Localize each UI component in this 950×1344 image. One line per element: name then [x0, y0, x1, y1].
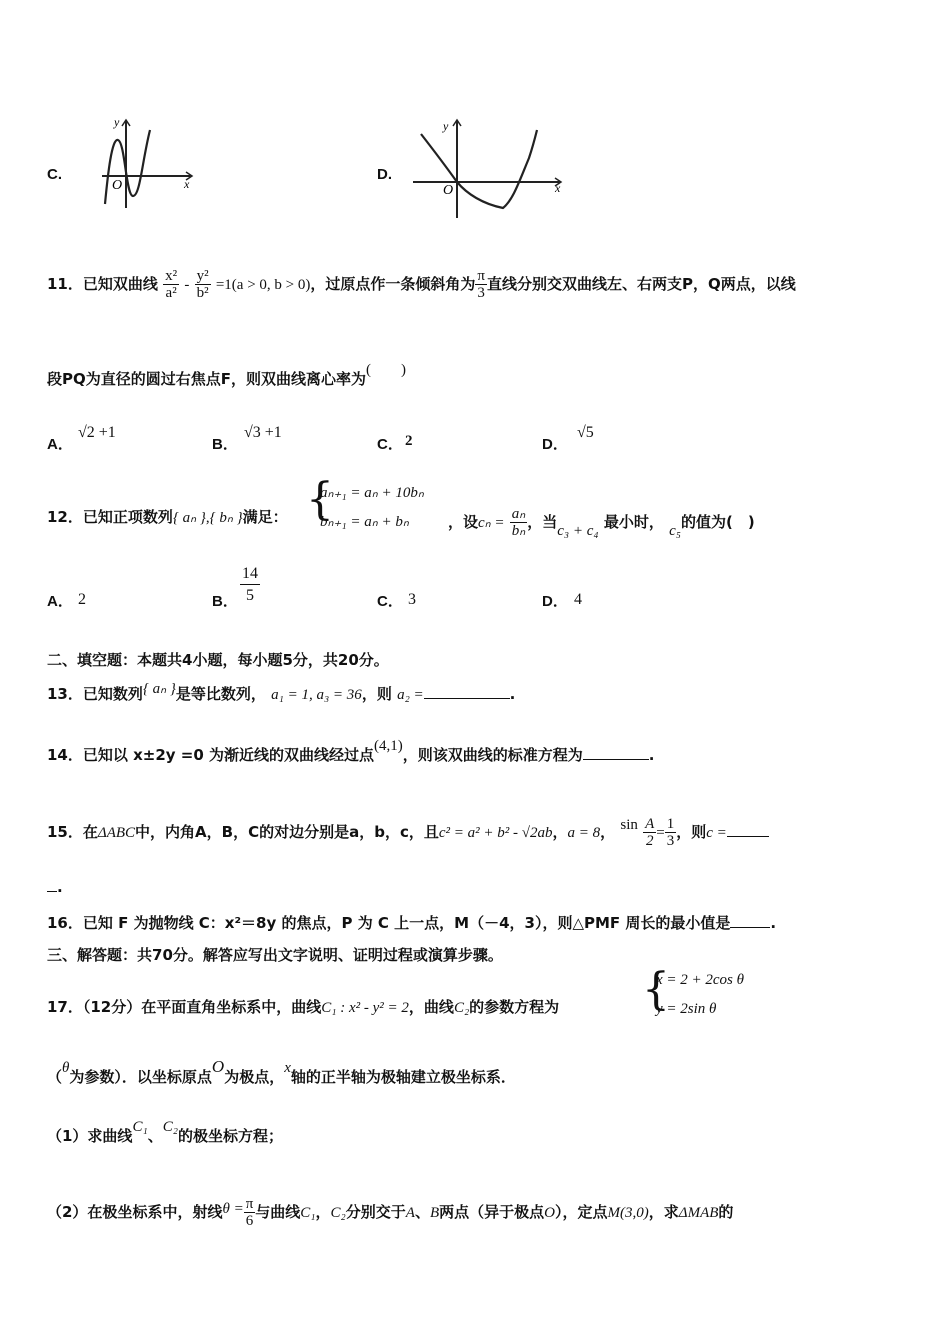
fraction-1-3: $\frac{1}{3}$ [666, 816, 675, 849]
question-17-line1: 17．（12分）在平面直角坐标系中，曲线C₁ : x² - y² = 2，曲线C₂的参数方程为 [47, 998, 560, 1016]
question-12-line1b: ，设cₙ = $\frac{\text{aₙ}}{\text{bₙ}}$ ，当c₃ + c₄ 最小时， c₅的值为( ) [448, 506, 755, 539]
graph-c-origin-label: O [112, 178, 123, 193]
q12-option-b-value: $\frac{14}{5}$ [242, 565, 258, 604]
graph-c-figure [98, 112, 198, 212]
question-12-line1: 12．已知正项数列{ aₙ },{ bₙ }满足： [47, 508, 288, 526]
question-11-line1: 11．已知双曲线 $\frac{\text{x²}}{\text{a²}}$ - $\frac{\text{y²}}{\text{b²}}$ =1(a > 0, b > 0)，过原点作一条倾斜角为 $\frac{\pi}{3}$ 直线分别交双曲线左、右两支P，Q两点，以线 [47, 268, 796, 301]
section-3-heading: 三、解答题：共70分。解答应写出文字说明、证明过程或演算步骤。 [47, 946, 503, 964]
fraction-y2-b2: $\frac{\text{y²}}{\text{b²}}$ [196, 268, 209, 301]
question-number: 16． [47, 914, 83, 932]
question-number: 14． [47, 746, 83, 764]
system-brace: { [306, 474, 334, 525]
answer-blank[interactable] [727, 836, 769, 837]
question-14: 14．已知以 x±2y =0 为渐近线的双曲线经过点(4,1)，则该双曲线的标准方程为 . [47, 738, 655, 764]
q11-option-b-value: √3 +1 [244, 424, 282, 441]
param-system-brace: { [642, 964, 670, 1015]
q11-option-b-label: B． [212, 436, 238, 453]
graph-d-origin-label: O [443, 183, 454, 198]
question-number: 13． [47, 685, 83, 703]
q12-option-a-label: A． [47, 593, 73, 610]
q11-option-c-value: 2 [405, 433, 413, 449]
question-17-part1: （1）求曲线C₁、C₂的极坐标方程； [47, 1119, 283, 1145]
question-number: 17． [47, 998, 83, 1016]
q11-option-a-value: √2 +1 [78, 424, 116, 441]
q17-param-eq2: y = 2sin θ [656, 1001, 717, 1017]
q12-option-d-label: D． [542, 593, 568, 610]
q12-option-c-value: 3 [408, 591, 416, 608]
q12-option-d-value: 4 [574, 591, 582, 608]
graph-c-y-label: y [114, 115, 120, 129]
question-16: 16．已知 F 为抛物线 C：x²＝8y 的焦点，P 为 C 上一点，M（－4，3），则△PMF 周长的最小值是 . [47, 914, 777, 932]
section-2-heading: 二、填空题：本题共4小题，每小题5分，共20分。 [47, 651, 389, 669]
q12-option-c-label: C． [377, 593, 403, 610]
q11-option-a-label: A． [47, 436, 73, 453]
question-number: 15． [47, 823, 83, 841]
fraction-x2-a2: $\frac{\text{x²}}{\text{a²}}$ [165, 268, 178, 301]
graph-d-figure [405, 112, 575, 222]
answer-blank[interactable] [583, 759, 649, 760]
question-13: 13．已知数列{ aₙ }是等比数列， a₁ = 1, a₃ = 36，则 a₂ = . [47, 681, 516, 703]
q11-option-d-value: √5 [577, 424, 594, 441]
q12-option-b-label: B． [212, 593, 238, 610]
question-17-part2: （2）在极坐标系中，射线θ = $\frac{\pi}{6}$ 与曲线C₁，C₂分别交于A、B两点（异于极点O），定点M(3,0)，求ΔMAB的 [47, 1196, 734, 1229]
q12-system-eq2: bₙ₊₁ = aₙ + bₙ [320, 514, 409, 530]
fraction-pi-3: $\frac{\pi}{3}$ [477, 268, 485, 301]
q17-param-eq1: x = 2 + 2cos θ [656, 972, 745, 988]
q11-option-d-label: D． [542, 436, 568, 453]
question-15-cont: . [47, 878, 63, 896]
question-number: 11． [47, 275, 83, 293]
option-c-label: C. [47, 166, 62, 183]
answer-blank[interactable] [424, 698, 510, 699]
question-15: 15．在ΔABC中，内角A，B，C的对边分别是a，b，c，且c² = a² + b² - √2ab，a = 8， sin $\frac{A}{2}$ = $\frac{1}{3}$ ，则c = [47, 816, 769, 849]
question-11-line2: 段PQ为直径的圆过右焦点F，则双曲线离心率为( ) [47, 362, 406, 388]
answer-blank[interactable] [730, 927, 770, 928]
fraction-an-bn: $\frac{\text{aₙ}}{\text{bₙ}}$ [511, 506, 526, 539]
graph-d-x-label: x [555, 181, 561, 195]
fraction-a-2: $\frac{A}{2}$ [645, 816, 655, 849]
equation-text: =1(a > 0, b > 0) [215, 277, 311, 293]
q12-system-eq1: aₙ₊₁ = aₙ + 10bₙ [320, 485, 424, 501]
option-d-label: D. [377, 166, 392, 183]
q11-option-c-label: C． [377, 436, 403, 453]
graph-d-y-label: y [443, 119, 449, 133]
question-number: 12． [47, 508, 83, 526]
fraction-pi-6: $\frac{\pi}{6}$ [245, 1196, 254, 1229]
graph-c-x-label: x [184, 177, 190, 191]
q12-option-a-value: 2 [78, 591, 86, 608]
question-17-line2: （θ为参数）．以坐标原点O为极点，x轴的正半轴为极轴建立极坐标系． [47, 1057, 516, 1086]
